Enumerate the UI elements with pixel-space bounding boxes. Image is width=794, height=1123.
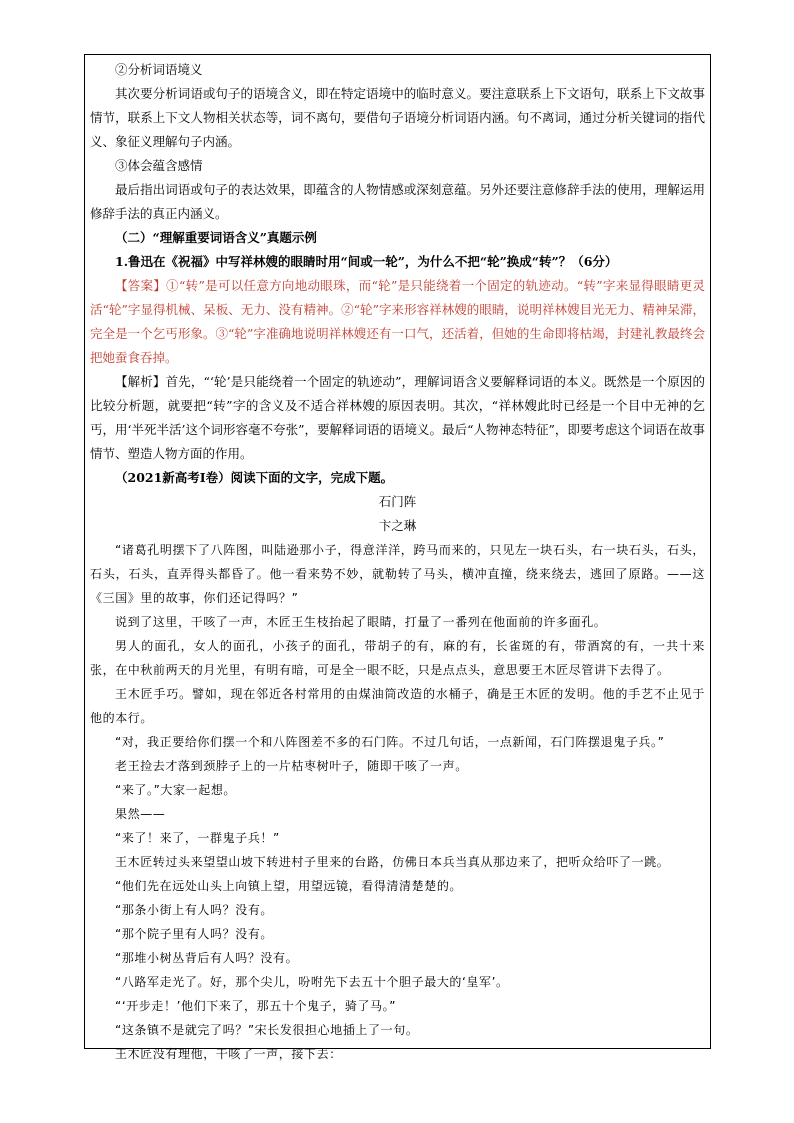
story-paragraph: 王木匠没有理他，干咳了一声，接下去： <box>115 1047 342 1061</box>
story-paragraph: “八路军走光了。好，那个尖儿，吩咐先下去五十个胆子最大的‘皇军’。 <box>115 975 509 989</box>
story-paragraph: “来了。”大家一起想。 <box>115 783 237 797</box>
story-paragraph: 男人的面孔，女人的面孔，小孩子的面孔，带胡子的有，麻的有，长雀斑的有，带酒窝的有，一共十来张，在中秋前两天的月光里，有明有暗，可是全一眼不眨，只是点点头，意思要王木匠尽管讲下去得了。 <box>90 639 705 677</box>
story-paragraph: 说到了这里，干咳了一声，木匠王生枝抬起了眼睛，打量了一番列在他面前的许多面孔。 <box>115 615 607 629</box>
story-paragraph: 王木匠手巧。譬如，现在邻近各村常用的由煤油筒改造的水桶子，确是王木匠的发明。他的手艺不止见于他的本行。 <box>90 687 705 725</box>
section-heading-context-meaning: ②分析词语境义 <box>115 62 203 77</box>
story-paragraph: 王木匠转过头来望望山坡下转进村子里来的台路，仿佛日本兵当真从那边来了，把听众给吓了一跳。 <box>115 855 670 869</box>
story-paragraph: “那条小街上有人吗？没有。 <box>115 903 274 917</box>
paragraph-emotion: 最后指出词语或句子的表达效果，即蕴含的人物情感或深刻意蕴。另外还要注意修辞手法的使用，理解运用修辞手法的真正内涵义。 <box>90 182 705 221</box>
story-paragraph: 果然—— <box>115 807 166 821</box>
story-title: 石门阵 <box>378 494 417 509</box>
answer-text: 【答案】①“转”是可以任意方向地动眼珠，而“轮”是只能绕着一个固定的轨迹动。“转”字来显得眼睛更灵活“轮”字显得机械、呆板、无力、没有精神。②“轮”字来形容祥林嫂的眼睛，说明祥林嫂目光无力、精神呆滞，完全是一个乞丐形象。③“轮”字准确地说明祥林嫂还有一口气，还活着，但她的生命即将枯竭，封建礼教最终会把她蚕食吞掉。 <box>90 278 705 365</box>
story-paragraph: “那个院子里有人吗？没有。 <box>115 927 274 941</box>
story-paragraph: “那堆小树丛背后有人吗？没有。 <box>115 951 299 965</box>
story-paragraph: “来了！来了，一群鬼子兵！” <box>115 831 280 845</box>
section-heading-emotion: ③体会蕴含感情 <box>115 158 203 173</box>
reading-intro: （2021新高考Ⅰ卷）阅读下面的文字，完成下题。 <box>115 470 394 485</box>
analysis-text: 【解析】首先，“‘轮’是只能绕着一个固定的轨迹动”，理解词语含义要解释词语的本义。既然是一个原因的比较分析题，就要把“转”字的含义及不适合祥林嫂的原因表明。其次，“祥林嫂此时已经是一个目中无神的乞丐，用‘半死半活’这个词形容毫不夸张”，要解释词语的语境义。最后“人物神态特征”，即要考虑这个词语在故事情节、塑造人物方面的作用。 <box>90 374 705 461</box>
story-paragraph: “这条镇不是就完了吗？”宋长发很担心地插上了一句。 <box>115 1023 419 1037</box>
story-text <box>90 538 705 1066</box>
document-body <box>90 58 705 1066</box>
story-paragraph: “他们先在远处山头上向镇上望，用望远镜，看得清清楚楚的。 <box>115 879 463 893</box>
story-paragraph: “‘开步走！’他们下来了，那五十个鬼子，骑了马。” <box>115 999 397 1013</box>
story-paragraph: “对，我正要给你们摆一个和八阵图差不多的石门阵。不过几句话，一点新闻，石门阵摆退鬼子兵。” <box>115 735 665 749</box>
question-text: 1.鲁迅在《祝福》中写祥林嫂的眼睛时用“间或一轮”，为什么不把“轮”换成“转”？（6分） <box>115 254 618 269</box>
example-heading: （二）“理解重要词语含义”真题示例 <box>115 230 317 245</box>
story-paragraph: “诸葛孔明摆下了八阵图，叫陆逊那小子，得意洋洋，跨马而来的，只见左一块石头，右一块石头，石头，石头，石头，直弄得头都昏了。他一看来势不妙，就勒转了马头，横冲直撞，绕来绕去，逃回了原路。——这《三国》里的故事，你们还记得吗？” <box>90 543 705 605</box>
paragraph-context-meaning: 其次要分析词语或句子的语境含义，即在特定语境中的临时意义。要注意联系上下文语句，联系上下文故事情节，联系上下文人物相关状态等，词不离句，要借句子语境分析词语内涵。句不离词，通过分析关键词的指代义、象征义理解句子内涵。 <box>90 86 705 149</box>
story-author: 卞之琳 <box>378 518 417 533</box>
story-paragraph: 老王捡去才落到颈脖子上的一片枯枣树叶子，随即干咳了一声。 <box>115 759 468 773</box>
